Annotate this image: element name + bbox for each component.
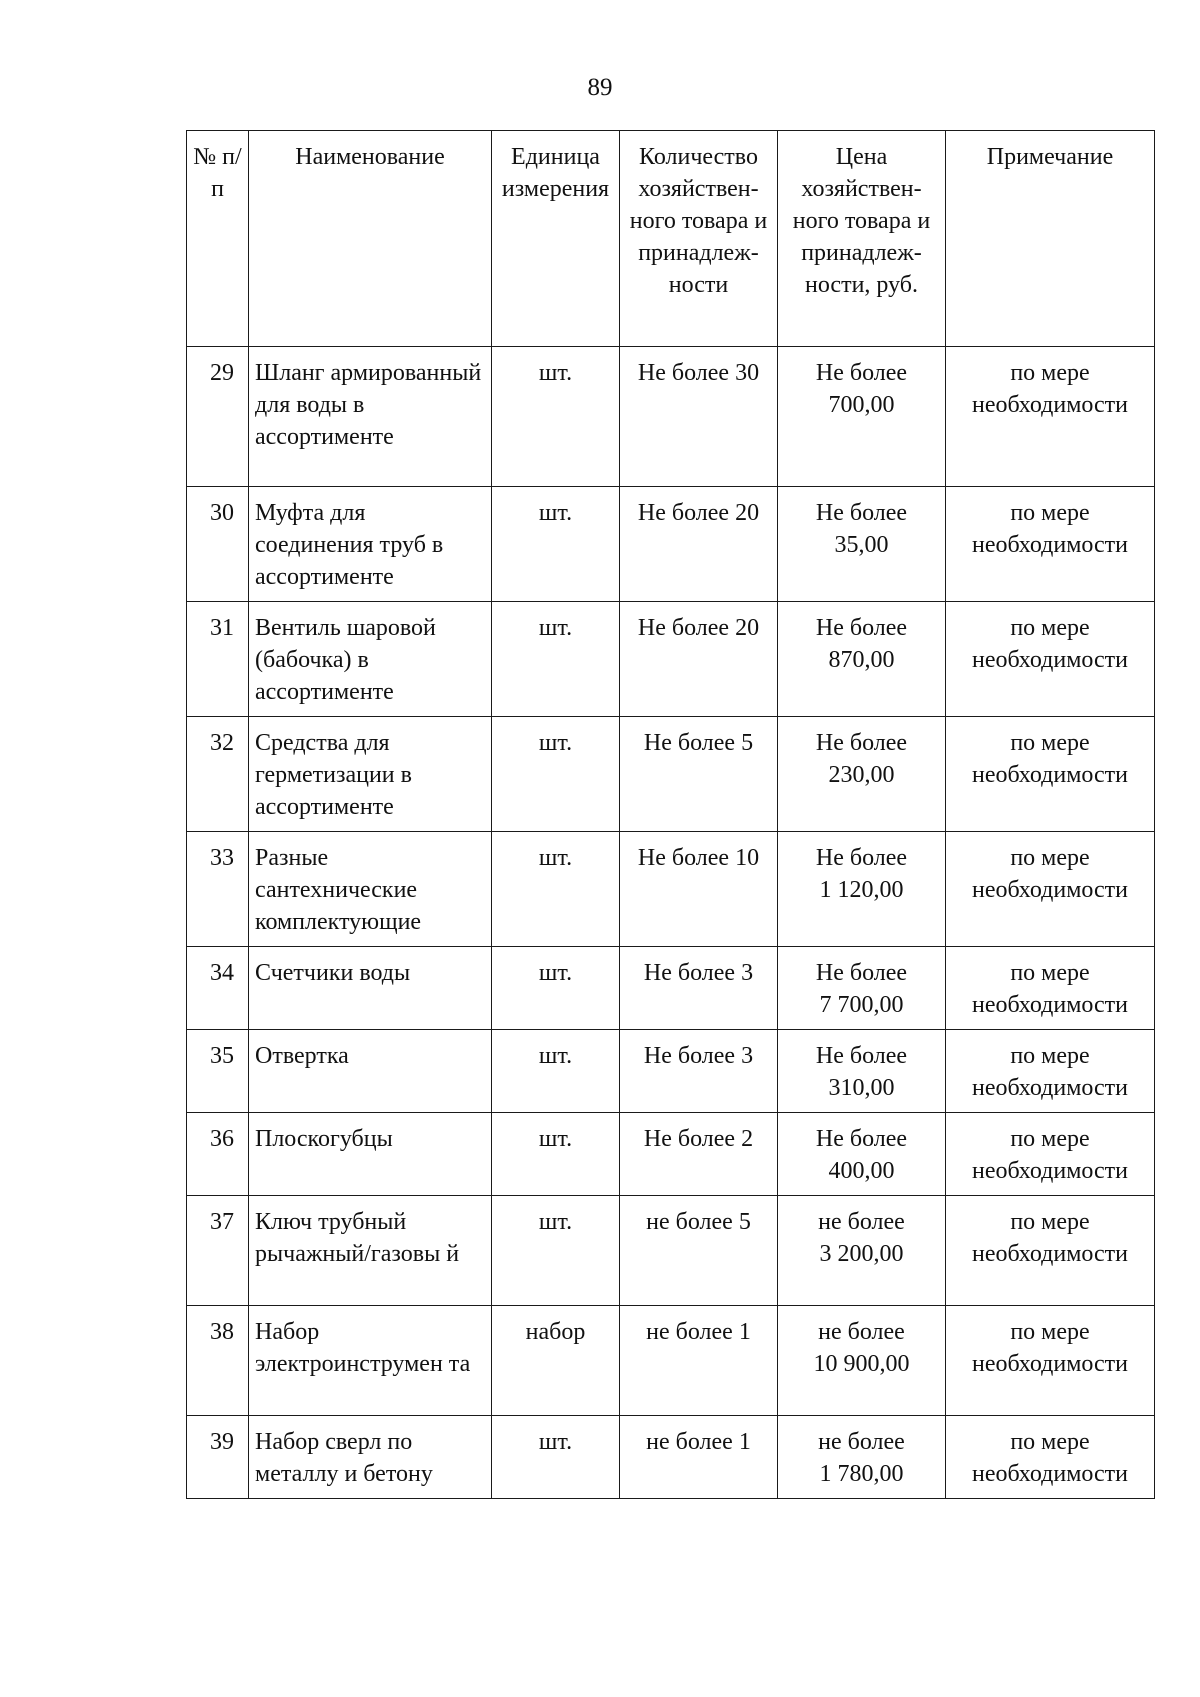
price-value: 10 900,00 [813,1351,910,1377]
table-row [187,1306,1155,1416]
row-name: Муфта для соединения труб в ассортименте [249,487,492,602]
price-prefix: Не более [815,1043,908,1069]
row-price [778,1113,946,1196]
row-price [778,717,946,832]
row-note: по мере необходимости [946,1306,1155,1416]
header-unit: Единица измерения [492,131,620,347]
table-row [187,1196,1155,1306]
table-row [187,1416,1155,1499]
row-unit: шт. [492,717,620,832]
header-qty: Количество хозяйствен-ного товара и принадлеж-ности [620,131,778,347]
table-row [187,602,1155,717]
row-name: Разные сантехнические комплектующие [249,832,492,947]
row-unit: шт. [492,602,620,717]
row-unit: шт. [492,1113,620,1196]
row-num: 32 [187,717,249,832]
row-price [778,1416,946,1499]
price-value: 3 200,00 [819,1241,904,1267]
row-qty: Не более 2 [620,1113,778,1196]
row-name: Ключ трубный рычажный/газовы й [249,1196,492,1306]
row-num: 31 [187,602,249,717]
price-prefix: Не более [815,360,908,386]
row-qty: Не более 3 [620,1030,778,1113]
row-note: по мере необходимости [946,1113,1155,1196]
row-name: Набор сверл по металлу и бетону [249,1416,492,1499]
row-note: по мере необходимости [946,1030,1155,1113]
row-num: 34 [187,947,249,1030]
row-num: 35 [187,1030,249,1113]
row-unit: шт. [492,347,620,487]
row-num: 39 [187,1416,249,1499]
row-num: 37 [187,1196,249,1306]
row-unit: шт. [492,1196,620,1306]
row-qty: Не более 20 [620,487,778,602]
row-note: по мере необходимости [946,947,1155,1030]
row-unit: шт. [492,832,620,947]
row-price [778,347,946,487]
price-prefix: Не более [815,500,908,526]
row-qty: не более 5 [620,1196,778,1306]
price-value: 400,00 [828,1158,895,1184]
price-prefix: не более [818,1319,905,1345]
row-qty: Не более 10 [620,832,778,947]
row-qty: не более 1 [620,1416,778,1499]
row-qty: Не более 5 [620,717,778,832]
row-num: 36 [187,1113,249,1196]
header-row [187,131,1155,347]
row-unit: шт. [492,1030,620,1113]
row-unit: шт. [492,487,620,602]
row-price [778,947,946,1030]
table-row [187,832,1155,947]
row-num: 33 [187,832,249,947]
goods-table [186,130,1155,1499]
price-prefix: не более [818,1429,905,1455]
row-price [778,1196,946,1306]
row-name: Средства для герметизации в ассортименте [249,717,492,832]
price-prefix: Не более [815,1126,908,1152]
price-value: 870,00 [828,647,895,673]
table-row [187,347,1155,487]
row-num: 29 [187,347,249,487]
row-name: Плоскогубцы [249,1113,492,1196]
price-value: 35,00 [834,532,889,558]
row-qty: Не более 30 [620,347,778,487]
price-value: 230,00 [828,762,895,788]
row-name: Счетчики воды [249,947,492,1030]
price-value: 1 780,00 [819,1461,904,1487]
row-unit: шт. [492,1416,620,1499]
row-price [778,1306,946,1416]
table-header [187,131,1155,347]
table-row [187,487,1155,602]
row-num: 30 [187,487,249,602]
row-price [778,602,946,717]
row-note: по мере необходимости [946,1196,1155,1306]
page-number: 89 [587,74,613,101]
row-note: по мере необходимости [946,1416,1155,1499]
row-note: по мере необходимости [946,717,1155,832]
price-prefix: Не более [815,960,908,986]
row-qty: не более 1 [620,1306,778,1416]
table-row [187,1030,1155,1113]
table-row [187,1113,1155,1196]
price-prefix: не более [818,1209,905,1235]
row-price [778,1030,946,1113]
row-note: по мере необходимости [946,487,1155,602]
row-price [778,832,946,947]
price-value: 1 120,00 [819,877,904,903]
row-name: Шланг армированный для воды в ассортименте [249,347,492,487]
table-body [187,347,1155,1499]
row-unit: шт. [492,947,620,1030]
header-note: Примечание [946,131,1155,347]
price-value: 700,00 [828,392,895,418]
row-num: 38 [187,1306,249,1416]
row-note: по мере необходимости [946,602,1155,717]
price-prefix: Не более [815,730,908,756]
row-note: по мере необходимости [946,347,1155,487]
table-row [187,717,1155,832]
price-value: 7 700,00 [819,992,904,1018]
row-qty: Не более 20 [620,602,778,717]
row-unit: набор [492,1306,620,1416]
price-prefix: Не более [815,615,908,641]
row-name: Набор электроинструмен та [249,1306,492,1416]
price-value: 310,00 [828,1075,895,1101]
row-name: Вентиль шаровой (бабочка) в ассортименте [249,602,492,717]
price-prefix: Не более [815,845,908,871]
row-name: Отвертка [249,1030,492,1113]
row-note: по мере необходимости [946,832,1155,947]
header-num: № п/п [187,131,249,347]
header-name: Наименование [249,131,492,347]
header-price: Цена хозяйствен-ного товара и принадлеж-ности, руб. [778,131,946,347]
row-qty: Не более 3 [620,947,778,1030]
table-row [187,947,1155,1030]
row-price [778,487,946,602]
